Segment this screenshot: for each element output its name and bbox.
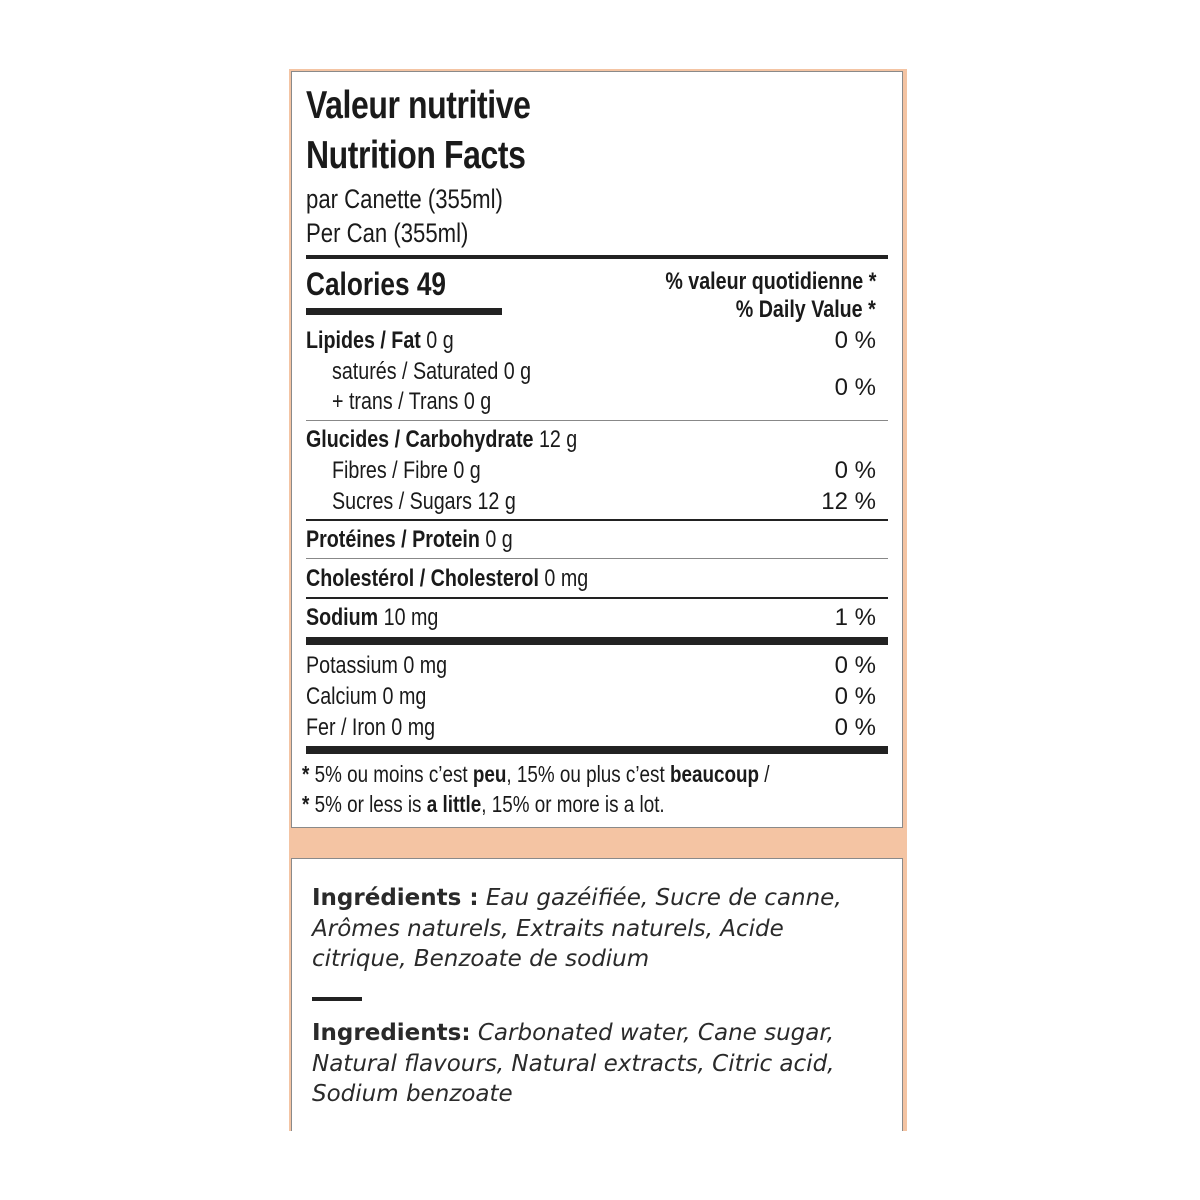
dv-saturated-trans: 0 % — [834, 374, 876, 401]
nutrition-facts-table — [291, 71, 903, 828]
dv-fibre: 0 % — [834, 457, 876, 484]
divider — [306, 597, 888, 599]
nutrient-trans: + trans / Trans 0 g — [332, 388, 492, 415]
daily-value-header-en: % Daily Value * — [735, 296, 876, 323]
nutrient-saturated: saturés / Saturated 0 g — [332, 358, 532, 385]
title-en: Nutrition Facts — [306, 134, 526, 177]
ingredients-en-line1: Ingredients: Carbonated water, Cane sugar, — [312, 1020, 835, 1046]
separator — [312, 997, 362, 1001]
thick-rule — [306, 255, 888, 259]
footnote-fr: * 5% ou moins c’est peu, 15% ou plus c’est beaucoup / — [302, 761, 770, 787]
thick-rule — [306, 746, 888, 754]
ingredients-en-line3: Sodium benzoate — [312, 1081, 513, 1107]
calories-underline — [306, 308, 502, 315]
nutrient-fibre: Fibres / Fibre 0 g — [332, 457, 481, 484]
nutrient-sodium: Sodium 10 mg — [306, 604, 439, 631]
nutrient-protein: Protéines / Protein 0 g — [306, 526, 513, 553]
ingredients-panel — [291, 858, 903, 1131]
divider — [306, 420, 888, 421]
ingredients-fr-line1: Ingrédients : Eau gazéifiée, Sucre de canne, — [312, 885, 842, 911]
product-label — [289, 69, 907, 1131]
dv-sugars: 12 % — [821, 488, 876, 515]
ingredients-fr-line3: citrique, Benzoate de sodium — [312, 946, 650, 972]
nutrient-iron: Fer / Iron 0 mg — [306, 714, 436, 741]
divider — [306, 519, 888, 521]
footnote-en: * 5% or less is a little, 15% or more is a lot. — [302, 791, 665, 817]
dv-potassium: 0 % — [834, 652, 876, 679]
thick-rule — [306, 637, 888, 645]
nutrient-cholesterol: Cholestérol / Cholesterol 0 mg — [306, 565, 589, 592]
dv-calcium: 0 % — [834, 683, 876, 710]
serving-size-en: Per Can (355ml) — [306, 218, 469, 248]
ingredients-fr-line2: Arômes naturels, Extraits naturels, Acide — [312, 916, 784, 942]
nutrient-sugars: Sucres / Sugars 12 g — [332, 488, 516, 515]
divider — [306, 558, 888, 559]
calories: Calories 49 — [306, 266, 447, 302]
nutrient-potassium: Potassium 0 mg — [306, 652, 448, 679]
ingredients-en-line2: Natural flavours, Natural extracts, Citric acid, — [312, 1051, 835, 1077]
dv-iron: 0 % — [834, 714, 876, 741]
serving-size-fr: par Canette (355ml) — [306, 184, 503, 214]
daily-value-header-fr: % valeur quotidienne * — [664, 268, 876, 295]
nutrient-fat: Lipides / Fat 0 g — [306, 327, 454, 354]
nutrient-calcium: Calcium 0 mg — [306, 683, 427, 710]
dv-fat: 0 % — [834, 327, 876, 354]
dv-sodium: 1 % — [834, 604, 876, 631]
title-fr: Valeur nutritive — [306, 84, 531, 127]
nutrient-carbohydrate: Glucides / Carbohydrate 12 g — [306, 426, 578, 453]
